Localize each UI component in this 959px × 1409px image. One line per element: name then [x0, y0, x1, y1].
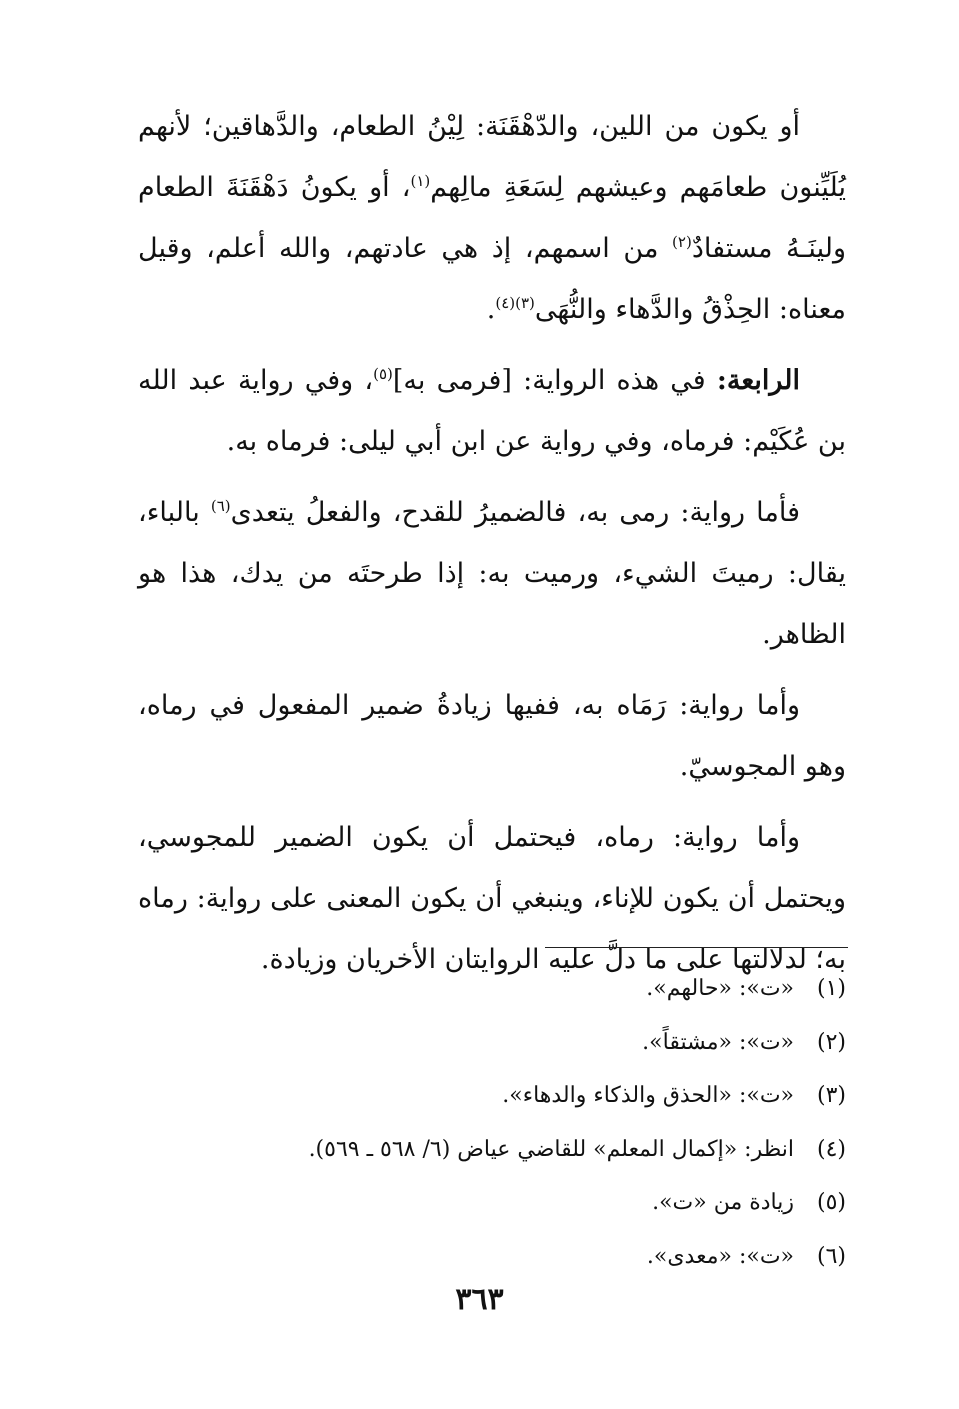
footnote-number: (١) — [816, 976, 846, 1001]
main-text — [138, 96, 846, 1000]
footnote-2 — [138, 1016, 846, 1070]
footnote-text: «ت»: «مشتقاً». — [642, 1029, 794, 1055]
page-number: ٣٦٣ — [455, 1282, 504, 1317]
paragraph-4 — [138, 675, 846, 797]
footnote-number: (٣) — [816, 1083, 846, 1108]
footnote-number: (٦) — [816, 1243, 846, 1269]
footnotes — [138, 962, 846, 1283]
paragraph-1-text-3: من اسمهم، إذ هي عادتهم، والله أعلم، وقيل معناه: الحِذْقُ والدَّهاء والنُّهَى — [138, 233, 846, 325]
footnote-text: «ت»: «حالهم». — [646, 976, 794, 1001]
paragraph-2-lead: الرابعة: — [716, 365, 801, 396]
footnote-6 — [138, 1230, 846, 1284]
footnote-text: «ت»: «الحذق والذكاء والدهاء». — [502, 1083, 794, 1108]
footnote-text: انظر: «إكمال المعلم» للقاضي عياض (٦/ ٥٦٨ ـ ٥٦٩). — [308, 1136, 794, 1162]
footnote-marker-5: (٥) — [373, 365, 393, 383]
footnote-divider — [545, 947, 848, 948]
paragraph-3-text-1: فأما رواية: رمى به، فالضميرُ للقدح، والفعلُ يتعدى — [230, 497, 800, 528]
footnote-number: (٢) — [816, 1029, 846, 1055]
footnote-text: زيادة من «ت». — [652, 1190, 794, 1215]
paragraph-1-text-1: أو يكون من اللين، والدّهْقَنَة: لِيْنُ الطعام، والدَّهاقين؛ لأنهم يُلَيِّنون طعامَهم وعيشهم لِسَعَةِ مالِهم — [138, 111, 846, 203]
footnote-marker-2: (٢) — [672, 233, 692, 251]
paragraph-1-text-4: . — [486, 294, 496, 325]
footnote-3 — [138, 1069, 846, 1123]
footnote-4 — [138, 1123, 846, 1177]
footnote-marker-3: (٣) — [515, 294, 535, 312]
footnote-1 — [138, 962, 846, 1016]
paragraph-4-text: وأما رواية: رَمَاه به، ففيها زيادةُ ضمير المفعول في رماه، وهو المجوسيّ. — [138, 690, 846, 782]
footnote-marker-6: (٦) — [210, 497, 231, 515]
footnote-text: «ت»: «معدى». — [646, 1243, 794, 1269]
footnote-marker-4: (٤) — [495, 294, 516, 312]
footnote-marker-1: (١) — [410, 172, 431, 190]
paragraph-3-text-2: بالباء، يقال: رميتَ الشيء، ورميت به: إذا طرحتَه من يدك، هذا هو الظاهر. — [138, 497, 846, 650]
paragraph-2-text-1: في هذه الرواية: [فرمى به] — [392, 365, 717, 396]
paragraph-1 — [138, 96, 846, 340]
paragraph-1-text-2: ، أو يكونُ دَهْقَنَةَ الطعام ولينَـهُ مستفادٌ — [138, 172, 846, 264]
paragraph-5-text: وأما رواية: رماه، فيحتمل أن يكون الضمير للمجوسي، ويحتمل أن يكون للإناء، وينبغي أن يكون المعنى على رواية: رماه به؛ لدلالتها على ما دلَّ عليه الروايتان الأخريان وزيادة. — [138, 822, 846, 975]
paragraph-2-text-2: ، وفي رواية عبد الله بن عُكَيْم: فرماه، وفي رواية عن ابن أبي ليلى: فرماه به. — [138, 365, 846, 457]
paragraph-3 — [138, 482, 846, 665]
footnote-number: (٤) — [816, 1136, 846, 1162]
footnote-5 — [138, 1176, 846, 1230]
footnote-number: (٥) — [816, 1190, 846, 1215]
paragraph-2 — [138, 350, 846, 472]
